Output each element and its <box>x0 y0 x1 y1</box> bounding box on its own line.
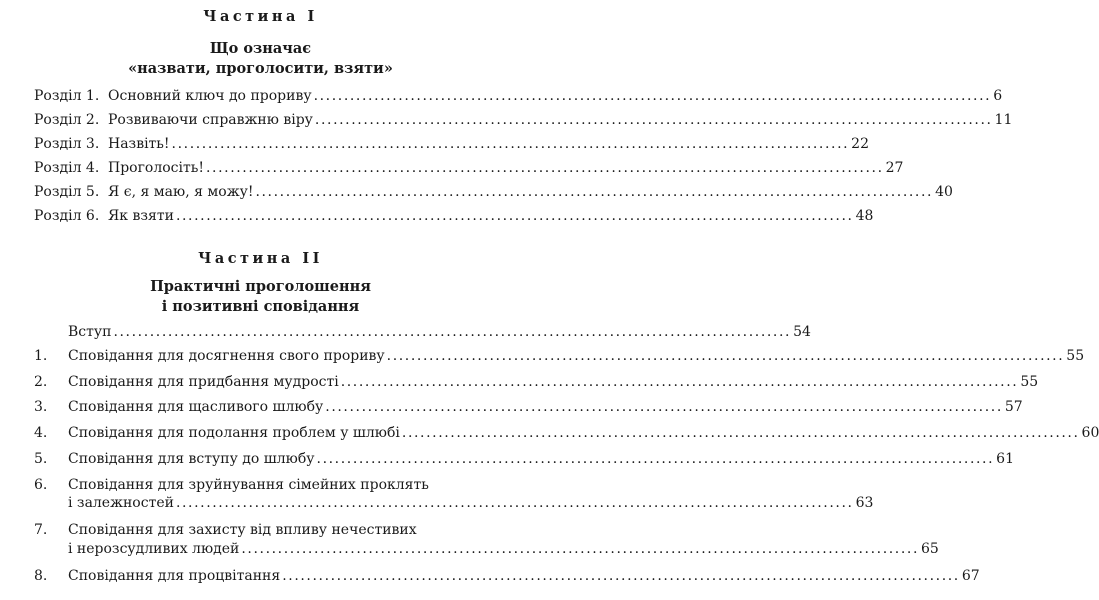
page-number: 67 <box>961 568 980 584</box>
intro-title: Вступ <box>68 324 112 340</box>
item-number: 8. <box>34 568 48 584</box>
page-number: 27 <box>885 160 904 176</box>
page-number: 6 <box>993 88 1003 104</box>
dot-leader: ................................................................................................................ <box>241 541 919 557</box>
toc-entry-chapter-4[interactable] <box>34 158 904 178</box>
item-number: 7. <box>34 522 48 538</box>
dot-leader: ................................................................................................................ <box>401 425 1080 441</box>
toc-entry-chapter-5[interactable] <box>34 182 953 202</box>
item-title-line1[interactable]: Сповідання для зруйнування сімейних проклять <box>68 477 429 493</box>
dot-leader: ................................................................................................................ <box>282 568 960 584</box>
dot-leader: ................................................................................................................ <box>340 374 1019 390</box>
item-title: Сповідання для придбання мудрості <box>68 374 339 390</box>
chapter-prefix: Розділ 4. <box>34 160 100 176</box>
dot-leader: ................................................................................................................ <box>313 88 992 104</box>
page-number: 63 <box>855 495 874 511</box>
chapter-title: Назвіть! <box>108 136 170 152</box>
part2-title-line2: і позитивні сповідання <box>161 298 360 315</box>
item-number: 6. <box>34 477 48 493</box>
part1-title-line1: Що означає <box>209 40 312 57</box>
toc-entry-item-2[interactable] <box>68 372 1039 392</box>
item-title-line1[interactable]: Сповідання для захисту від впливу нечестивих <box>68 522 417 538</box>
dot-leader: ................................................................................................................ <box>314 112 993 128</box>
chapter-title: Проголосіть! <box>108 160 204 176</box>
part1-title-line2: «назвати, проголосити, взяти» <box>128 60 393 77</box>
dot-leader: ................................................................................................................ <box>255 184 934 200</box>
dot-leader: ................................................................................................................ <box>325 399 1003 415</box>
toc-entry-item-8[interactable] <box>68 566 980 586</box>
page-number: 65 <box>921 541 939 557</box>
item-number: 3. <box>34 399 48 415</box>
chapter-prefix: Розділ 3. <box>34 136 100 152</box>
toc-entry-item-4[interactable] <box>68 423 1099 443</box>
toc-entry-item-1[interactable] <box>68 346 1085 366</box>
chapter-title: Основний ключ до прориву <box>108 88 312 104</box>
chapter-title: Я є, я маю, я можу! <box>108 184 254 200</box>
chapter-prefix: Розділ 2. <box>34 112 100 128</box>
page-number: 54 <box>793 324 811 340</box>
page-number: 61 <box>996 451 1014 467</box>
dot-leader: ................................................................................................................ <box>386 348 1065 364</box>
toc-entry-item-6[interactable] <box>68 493 874 513</box>
item-title: Сповідання для досягнення свого прориву <box>68 348 385 364</box>
item-number: 1. <box>34 348 48 364</box>
toc-entry-chapter-3[interactable] <box>34 134 869 154</box>
page-number: 55 <box>1066 348 1085 364</box>
part1-label: Частина I <box>203 8 318 25</box>
toc-entry-chapter-2[interactable] <box>34 110 1013 130</box>
page-number: 22 <box>851 136 869 152</box>
dot-leader: ................................................................................................................ <box>171 136 850 152</box>
item-title: Сповідання для процвітання <box>68 568 281 584</box>
dot-leader: ................................................................................................................ <box>113 324 792 340</box>
part2-label: Частина II <box>198 250 323 267</box>
page-number: 40 <box>935 184 953 200</box>
item-title: Сповідання для вступу до шлюбу <box>68 451 315 467</box>
toc-entry-item-5[interactable] <box>68 449 1014 469</box>
chapter-prefix: Розділ 5. <box>34 184 100 200</box>
item-title: Сповідання для щасливого шлюбу <box>68 399 324 415</box>
page-number: 55 <box>1020 374 1039 390</box>
page-number: 48 <box>855 208 874 224</box>
item-number: 4. <box>34 425 48 441</box>
page-number: 57 <box>1004 399 1023 415</box>
chapter-title: Як взяти <box>108 208 174 224</box>
toc-entry-item-3[interactable] <box>68 397 1023 417</box>
item-title-line2: і залежностей <box>68 495 174 511</box>
toc-entry-chapter-1[interactable] <box>34 86 1003 106</box>
dot-leader: ................................................................................................................ <box>316 451 995 467</box>
chapter-prefix: Розділ 1. <box>34 88 100 104</box>
part2-title-line1: Практичні проголошення <box>150 278 371 295</box>
page-number: 60 <box>1081 425 1099 441</box>
chapter-title: Розвиваючи справжню віру <box>108 112 313 128</box>
dot-leader: ................................................................................................................ <box>206 160 884 176</box>
item-title-line2: і нерозсудливих людей <box>68 541 240 557</box>
item-number: 2. <box>34 374 48 390</box>
page-number: 11 <box>994 112 1013 128</box>
chapter-prefix: Розділ 6. <box>34 208 100 224</box>
dot-leader: ................................................................................................................ <box>175 208 854 224</box>
dot-leader: ................................................................................................................ <box>175 495 854 511</box>
toc-entry-intro[interactable] <box>68 322 811 342</box>
item-title: Сповідання для подолання проблем у шлюбі <box>68 425 400 441</box>
toc-entry-item-7[interactable] <box>68 539 939 559</box>
item-number: 5. <box>34 451 48 467</box>
toc-entry-chapter-6[interactable] <box>34 206 874 226</box>
